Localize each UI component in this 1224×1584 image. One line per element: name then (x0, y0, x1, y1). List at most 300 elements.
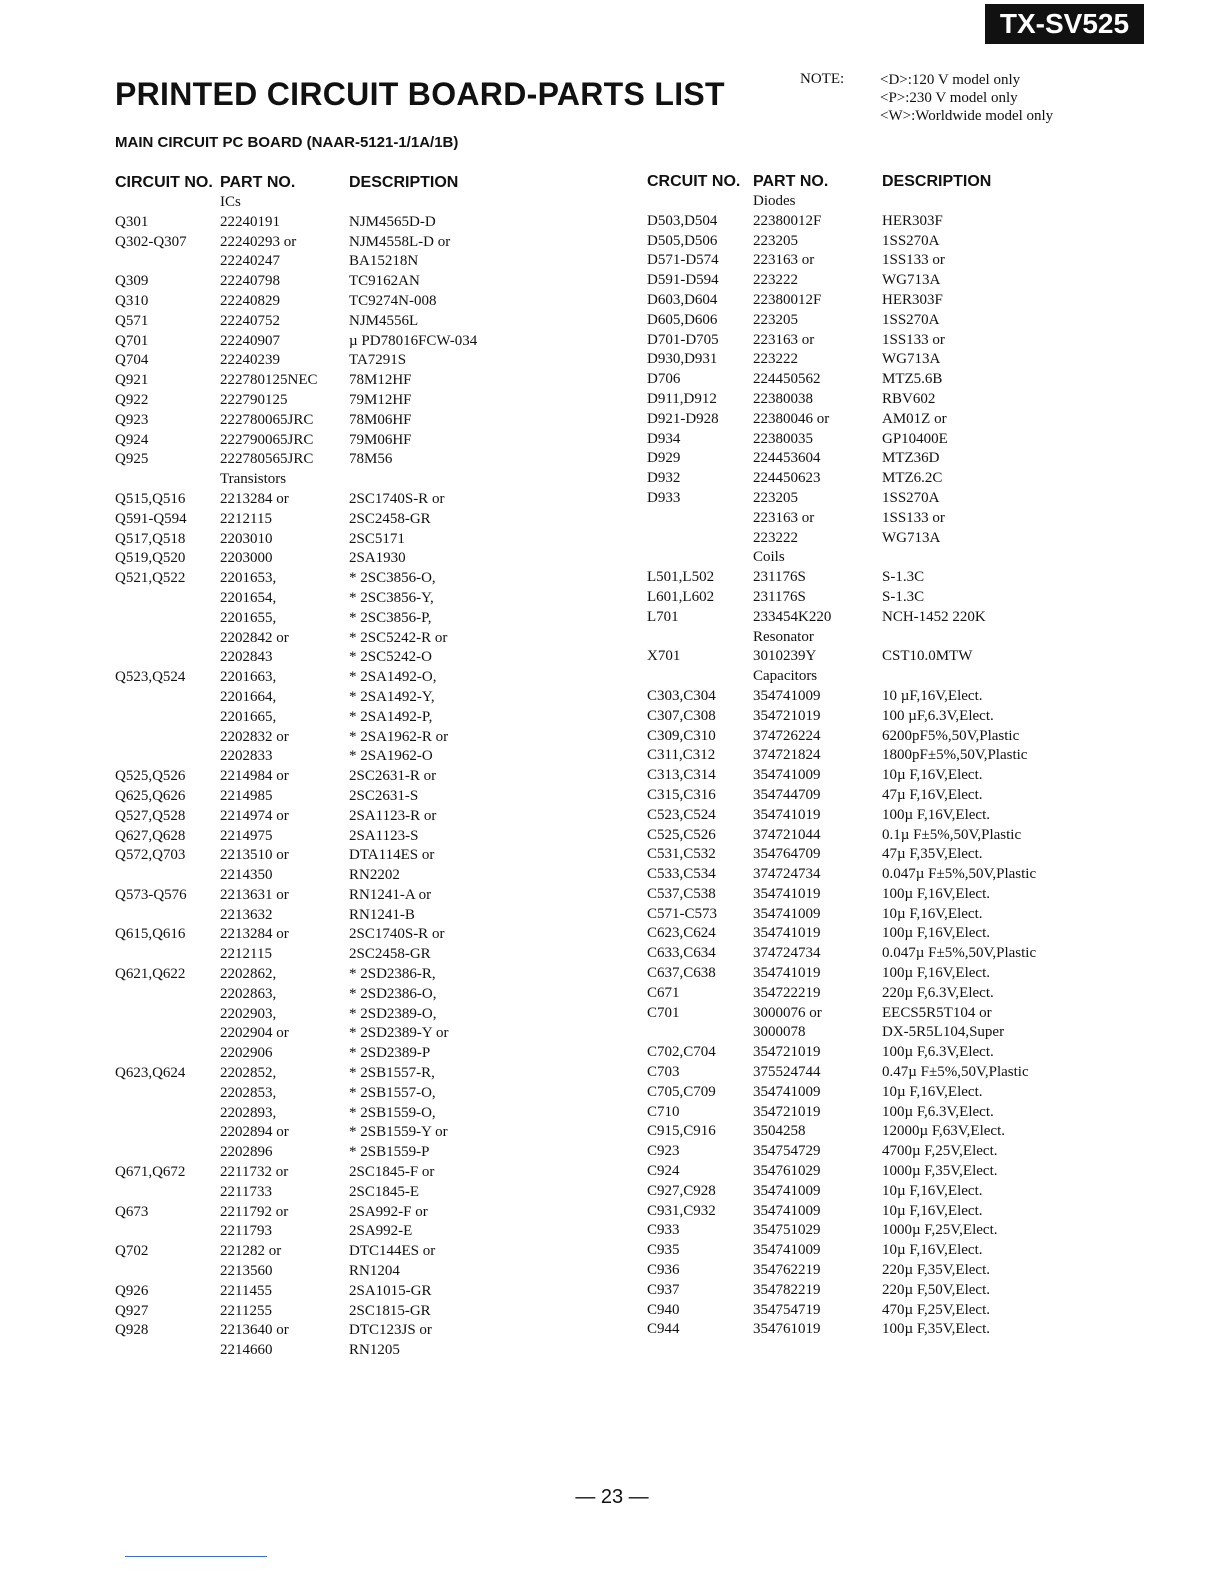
note-line: <D>:120 V model only (880, 72, 1021, 88)
part-no-cell: 2213632 (220, 906, 273, 923)
table-row (647, 1122, 1127, 1142)
part-no-cell: 222780065JRC (220, 411, 314, 428)
table-row (647, 370, 1127, 390)
circuit-no-cell: L701 (647, 608, 679, 625)
table-row (115, 827, 595, 847)
circuit-no-cell: C523,C524 (647, 806, 716, 823)
circuit-no-cell: Q302-Q307 (115, 233, 187, 250)
part-no-cell: 2202893, (220, 1104, 277, 1121)
description-cell: 6200pF5%,50V,Plastic (882, 727, 1020, 744)
table-row (647, 251, 1127, 271)
table-row (115, 431, 595, 451)
part-no-cell: 354721019 (753, 707, 821, 724)
circuit-no-cell: Q922 (115, 391, 149, 408)
description-cell: 10µ F,16V,Elect. (882, 1242, 983, 1259)
table-row (647, 826, 1127, 846)
circuit-no-cell: Q702 (115, 1243, 149, 1260)
table-row (115, 549, 595, 569)
table-row (115, 728, 595, 748)
circuit-no-cell: D571-D574 (647, 252, 719, 269)
table-row (647, 687, 1127, 707)
circuit-no-cell: Q621,Q622 (115, 966, 186, 983)
part-no-cell: 354741019 (753, 965, 821, 982)
part-no-cell: 374724734 (753, 945, 821, 962)
table-row (115, 668, 595, 688)
table-row (647, 1221, 1127, 1241)
circuit-no-cell: D503,D504 (647, 212, 718, 229)
description-cell: 100µ F,16V,Elect. (882, 965, 990, 982)
part-no-cell: 223205 (753, 311, 798, 328)
part-no-cell: 2201663, (220, 669, 277, 686)
part-no-cell: 2213640 or (220, 1322, 289, 1339)
table-row (115, 1163, 595, 1183)
part-no-cell: 2212115 (220, 510, 272, 527)
circuit-no-cell: C637,C638 (647, 965, 716, 982)
table-row (115, 648, 595, 668)
table-row (647, 529, 1127, 549)
part-no-cell: 354741009 (753, 1182, 821, 1199)
circuit-no-cell: Q301 (115, 213, 149, 230)
part-no-cell: 2211792 or (220, 1203, 289, 1220)
description-cell: 10µ F,16V,Elect. (882, 1182, 983, 1199)
description-cell: 12000µ F,63V,Elect. (882, 1123, 1005, 1140)
table-row (647, 865, 1127, 885)
circuit-no-cell: C933 (647, 1222, 680, 1239)
description-cell: AM01Z or (882, 410, 947, 427)
part-no-cell: 221282 or (220, 1243, 282, 1260)
description-cell: * 2SA1492-Y, (349, 688, 435, 705)
part-no-cell: 3504258 (753, 1123, 806, 1140)
part-no-cell: 2202896 (220, 1144, 273, 1161)
circuit-no-cell: C702,C704 (647, 1044, 716, 1061)
description-cell: 2SC1845-E (349, 1183, 420, 1200)
description-cell: 100µ F,35V,Elect. (882, 1321, 990, 1338)
part-no-cell: 354762219 (753, 1262, 821, 1279)
description-cell: * 2SB1557-R, (349, 1065, 435, 1082)
part-no-cell: Resonator (753, 628, 814, 645)
table-row (115, 1262, 595, 1282)
description-cell: 470µ F,25V,Elect. (882, 1301, 990, 1318)
table-row (115, 708, 595, 728)
circuit-no-cell: Q521,Q522 (115, 570, 186, 587)
table-row (115, 1143, 595, 1163)
description-cell: TC9162AN (349, 273, 420, 290)
description-cell: MTZ36D (882, 450, 940, 467)
description-cell: WG713A (882, 529, 941, 546)
table-row (115, 312, 595, 332)
table-row (647, 1182, 1127, 1202)
table-row (115, 233, 595, 253)
part-no-cell: 22240247 (220, 253, 280, 270)
part-no-cell: 231176S (753, 588, 806, 605)
circuit-no-cell: D932 (647, 470, 681, 487)
part-no-cell: 3010239Y (753, 648, 817, 665)
part-no-cell: 22380038 (753, 390, 813, 407)
table-row (647, 707, 1127, 727)
right-header-circuit: CRCUIT NO. (647, 173, 741, 190)
table-row (115, 1104, 595, 1124)
table-row (115, 1005, 595, 1025)
part-no-cell: 22240191 (220, 213, 280, 230)
description-cell: * 2SA1962-O (349, 748, 433, 765)
table-row (115, 1064, 595, 1084)
part-no-cell: 2202843 (220, 649, 273, 666)
table-row (115, 1282, 595, 1302)
circuit-no-cell: D933 (647, 489, 681, 506)
table-row (647, 1043, 1127, 1063)
circuit-no-cell: Q309 (115, 273, 149, 290)
table-row (647, 212, 1127, 232)
table-row (115, 609, 595, 629)
table-row (647, 410, 1127, 430)
description-cell: RN2202 (349, 867, 400, 884)
table-row (115, 629, 595, 649)
circuit-no-cell: Q571 (115, 312, 149, 329)
table-row (647, 1162, 1127, 1182)
description-cell: 2SC1740S-R or (349, 490, 445, 507)
circuit-no-cell: Q519,Q520 (115, 550, 186, 567)
circuit-no-cell: Q515,Q516 (115, 490, 186, 507)
table-row (647, 232, 1127, 252)
part-no-cell: 224453604 (753, 450, 821, 467)
part-no-cell: 22380035 (753, 430, 813, 447)
part-no-cell: 354764709 (753, 846, 821, 863)
part-no-cell: 2213510 or (220, 847, 289, 864)
part-no-cell: 354761029 (753, 1163, 821, 1180)
table-row (115, 747, 595, 767)
description-cell: * 2SD2386-O, (349, 985, 437, 1002)
circuit-no-cell: C533,C534 (647, 866, 716, 883)
circuit-no-cell: C303,C304 (647, 687, 716, 704)
table-row (115, 1242, 595, 1262)
description-cell: * 2SC5242-O (349, 649, 432, 666)
table-row (647, 509, 1127, 529)
left-header-circuit: CIRCUIT NO. (115, 174, 213, 191)
description-cell: RN1205 (349, 1342, 400, 1359)
circuit-no-cell: Q527,Q528 (115, 807, 186, 824)
table-row (647, 727, 1127, 747)
part-no-cell: 2211732 or (220, 1164, 289, 1181)
part-no-cell: 2213284 or (220, 490, 289, 507)
part-no-cell: 224450562 (753, 371, 821, 388)
part-no-cell: 2211793 (220, 1223, 272, 1240)
description-cell: * 2SD2386-R, (349, 966, 436, 983)
description-cell: * 2SC5242-R or (349, 629, 448, 646)
circuit-no-cell: Q615,Q616 (115, 926, 186, 943)
table-row (647, 766, 1127, 786)
description-cell: 100µ F,16V,Elect. (882, 885, 990, 902)
circuit-no-cell: Q925 (115, 451, 149, 468)
description-cell: 100µ F,6.3V,Elect. (882, 1103, 994, 1120)
circuit-no-cell: D934 (647, 430, 681, 447)
table-row (115, 688, 595, 708)
description-cell: 47µ F,16V,Elect. (882, 786, 983, 803)
part-no-cell: 22240907 (220, 332, 280, 349)
part-no-cell: 2212115 (220, 946, 272, 963)
table-row (115, 411, 595, 431)
description-cell: 1SS270A (882, 232, 940, 249)
table-row (115, 391, 595, 411)
part-no-cell: 2202904 or (220, 1025, 289, 1042)
circuit-no-cell: Q625,Q626 (115, 787, 186, 804)
part-no-cell: 223205 (753, 232, 798, 249)
table-row (115, 1024, 595, 1044)
table-row (647, 1241, 1127, 1261)
table-row (647, 1142, 1127, 1162)
description-cell: 100µ F,16V,Elect. (882, 806, 990, 823)
part-no-cell: 224450623 (753, 470, 821, 487)
description-cell: 10µ F,16V,Elect. (882, 767, 983, 784)
table-row (647, 1063, 1127, 1083)
part-no-cell: 2214984 or (220, 768, 289, 785)
part-no-cell: 2202852, (220, 1065, 277, 1082)
circuit-no-cell: D921-D928 (647, 410, 719, 427)
description-cell: 1SS270A (882, 311, 940, 328)
part-no-cell: 22380012F (753, 212, 822, 229)
table-row (115, 1302, 595, 1322)
description-cell: 10 µF,16V,Elect. (882, 687, 983, 704)
circuit-no-cell: L501,L502 (647, 569, 715, 586)
description-cell: 2SA992-E (349, 1223, 413, 1240)
description-cell: RN1204 (349, 1263, 400, 1280)
description-cell: DX-5R5L104,Super (882, 1024, 1005, 1041)
note-lines (880, 71, 1053, 125)
table-row (647, 331, 1127, 351)
table-row (647, 1202, 1127, 1222)
part-no-cell: 2202853, (220, 1084, 277, 1101)
circuit-no-cell: D603,D604 (647, 291, 718, 308)
table-row (115, 1084, 595, 1104)
circuit-no-cell: Q310 (115, 292, 149, 309)
table-row (115, 332, 595, 352)
description-cell: 78M12HF (349, 372, 412, 389)
part-no-cell: 354721019 (753, 1103, 821, 1120)
circuit-no-cell: C944 (647, 1321, 680, 1338)
part-no-cell: 2203000 (220, 550, 273, 567)
description-cell: 220µ F,6.3V,Elect. (882, 984, 994, 1001)
part-no-cell: 2202833 (220, 748, 273, 765)
part-no-cell: 2201654, (220, 589, 277, 606)
description-cell: DTA114ES or (349, 847, 435, 864)
description-cell: 2SC2631-R or (349, 768, 437, 785)
circuit-no-cell: C915,C916 (647, 1123, 716, 1140)
table-row (647, 588, 1127, 608)
description-cell: 2SC2458-GR (349, 946, 431, 963)
part-no-cell: 2214974 or (220, 807, 289, 824)
table-row (115, 925, 595, 945)
part-no-cell: 374726224 (753, 727, 821, 744)
table-row (647, 568, 1127, 588)
circuit-no-cell: D706 (647, 371, 681, 388)
part-no-cell: 354754719 (753, 1301, 821, 1318)
part-no-cell: 2213284 or (220, 926, 289, 943)
table-row (115, 767, 595, 787)
table-row (647, 548, 1127, 568)
description-cell: MTZ6.2C (882, 470, 943, 487)
circuit-no-cell: Q671,Q672 (115, 1164, 186, 1181)
part-no-cell: Coils (753, 549, 785, 566)
table-row (115, 252, 595, 272)
table-row (115, 213, 595, 233)
description-cell: 100 µF,6.3V,Elect. (882, 707, 994, 724)
table-row (647, 924, 1127, 944)
part-no-cell: 374724734 (753, 866, 821, 883)
part-no-cell: 231176S (753, 569, 806, 586)
description-cell: 2SC5171 (349, 530, 405, 547)
part-no-cell: 2214350 (220, 867, 273, 884)
circuit-no-cell: Q921 (115, 372, 149, 389)
part-no-cell: 2214975 (220, 827, 273, 844)
circuit-no-cell: D591-D594 (647, 272, 719, 289)
note-line: <P>:230 V model only (880, 90, 1018, 106)
table-row (647, 1083, 1127, 1103)
description-cell: CST10.0MTW (882, 648, 973, 665)
circuit-no-cell: D911,D912 (647, 390, 717, 407)
part-no-cell: 2211733 (220, 1183, 272, 1200)
table-row (647, 1004, 1127, 1024)
circuit-no-cell: C315,C316 (647, 786, 716, 803)
description-cell: * 2SB1557-O, (349, 1084, 436, 1101)
table-row (647, 1320, 1127, 1340)
description-cell: * 2SD2389-O, (349, 1005, 437, 1022)
circuit-no-cell: L601,L602 (647, 588, 715, 605)
circuit-no-cell: C703 (647, 1064, 680, 1081)
description-cell: 78M56 (349, 451, 393, 468)
table-row (115, 490, 595, 510)
description-cell: 2SA1123-S (349, 827, 419, 844)
table-row (115, 1341, 595, 1361)
table-row (115, 945, 595, 965)
description-cell: RN1241-B (349, 906, 415, 923)
table-row (115, 985, 595, 1005)
part-no-cell: 354751029 (753, 1222, 821, 1239)
table-row (115, 1203, 595, 1223)
table-row (647, 845, 1127, 865)
description-cell: 2SC2458-GR (349, 510, 431, 527)
description-cell: 2SA1015-GR (349, 1282, 432, 1299)
part-no-cell: Transistors (220, 471, 287, 488)
description-cell: 2SA1123-R or (349, 807, 437, 824)
table-row (115, 510, 595, 530)
table-row (647, 1261, 1127, 1281)
circuit-no-cell: Q673 (115, 1203, 149, 1220)
part-no-cell: 2213631 or (220, 886, 289, 903)
circuit-no-cell: C935 (647, 1242, 680, 1259)
part-no-cell: 354741009 (753, 905, 821, 922)
description-cell: 47µ F,35V,Elect. (882, 846, 983, 863)
table-row (115, 866, 595, 886)
table-row (115, 1222, 595, 1242)
circuit-no-cell: C936 (647, 1262, 680, 1279)
part-no-cell: 354721019 (753, 1044, 821, 1061)
part-no-cell: 354741009 (753, 1202, 821, 1219)
description-cell: 0.1µ F±5%,50V,Plastic (882, 826, 1022, 843)
description-cell: 10µ F,16V,Elect. (882, 1202, 983, 1219)
table-row (647, 905, 1127, 925)
part-no-cell: 2213560 (220, 1263, 273, 1280)
description-cell: GP10400E (882, 430, 948, 447)
description-cell: * 2SD2389-P (349, 1045, 431, 1062)
circuit-no-cell: D930,D931 (647, 351, 718, 368)
part-no-cell: Diodes (753, 193, 796, 209)
description-cell: 100µ F,16V,Elect. (882, 925, 990, 942)
part-no-cell: 22240752 (220, 312, 280, 329)
table-row (647, 430, 1127, 450)
description-cell: * 2SB1559-O, (349, 1104, 436, 1121)
circuit-no-cell: C671 (647, 984, 680, 1001)
circuit-no-cell: C923 (647, 1143, 680, 1160)
description-cell: NJM4565D-D (349, 213, 436, 230)
description-cell: HER303F (882, 291, 943, 308)
part-no-cell: 22240829 (220, 292, 280, 309)
part-no-cell: 2202894 or (220, 1124, 289, 1141)
circuit-no-cell: C307,C308 (647, 707, 716, 724)
circuit-no-cell: Q573-Q576 (115, 886, 187, 903)
table-row (115, 1321, 595, 1341)
part-no-cell: 2214985 (220, 787, 273, 804)
part-no-cell: 223163 or (753, 509, 815, 526)
part-no-cell: 223222 (753, 351, 798, 368)
part-no-cell: 374721824 (753, 747, 821, 764)
table-row (647, 885, 1127, 905)
circuit-no-cell: C931,C932 (647, 1202, 716, 1219)
description-cell: TC9274N-008 (349, 292, 437, 309)
table-row (115, 1044, 595, 1064)
description-cell: 0.47µ F±5%,50V,Plastic (882, 1064, 1029, 1081)
description-cell: 78M06HF (349, 411, 412, 428)
circuit-no-cell: C710 (647, 1103, 680, 1120)
description-cell: * 2SA1492-P, (349, 708, 433, 725)
part-no-cell: 222790125 (220, 391, 288, 408)
part-no-cell: 354741009 (753, 767, 821, 784)
part-no-cell: 3000078 (753, 1024, 806, 1041)
circuit-no-cell: Q701 (115, 332, 149, 349)
part-no-cell: 2201665, (220, 708, 277, 725)
circuit-no-cell: C311,C312 (647, 747, 716, 764)
page-number: — 23 — (575, 1486, 649, 1508)
table-row (647, 271, 1127, 291)
table-row (647, 1281, 1127, 1301)
circuit-no-cell: C623,C624 (647, 925, 716, 942)
part-no-cell: 233454K220 (753, 608, 832, 625)
description-cell: EECS5R5T104 or (882, 1004, 992, 1021)
circuit-no-cell: C927,C928 (647, 1182, 716, 1199)
description-cell: 220µ F,50V,Elect. (882, 1281, 990, 1298)
note-line: <W>:Worldwide model only (880, 108, 1054, 124)
description-cell: DTC144ES or (349, 1243, 436, 1260)
circuit-no-cell: D701-D705 (647, 331, 719, 348)
part-no-cell: 354754729 (753, 1143, 821, 1160)
description-cell: 10µ F,16V,Elect. (882, 1083, 983, 1100)
table-row (647, 786, 1127, 806)
circuit-no-cell: C701 (647, 1004, 680, 1021)
circuit-no-cell: C313,C314 (647, 767, 716, 784)
part-no-cell: 2201653, (220, 570, 277, 587)
part-no-cell: 354744709 (753, 786, 821, 803)
part-no-cell: 354741019 (753, 925, 821, 942)
table-row (647, 944, 1127, 964)
bottom-rule (125, 1556, 267, 1557)
table-row (647, 628, 1127, 648)
description-cell: 1SS270A (882, 489, 940, 506)
table-row (647, 647, 1127, 667)
table-row (647, 667, 1127, 687)
part-no-cell: 2201655, (220, 609, 277, 626)
part-no-cell: 22240293 or (220, 233, 297, 250)
table-row (115, 450, 595, 470)
description-cell: NJM4556L (349, 312, 419, 329)
part-no-cell: 2202862, (220, 966, 277, 983)
